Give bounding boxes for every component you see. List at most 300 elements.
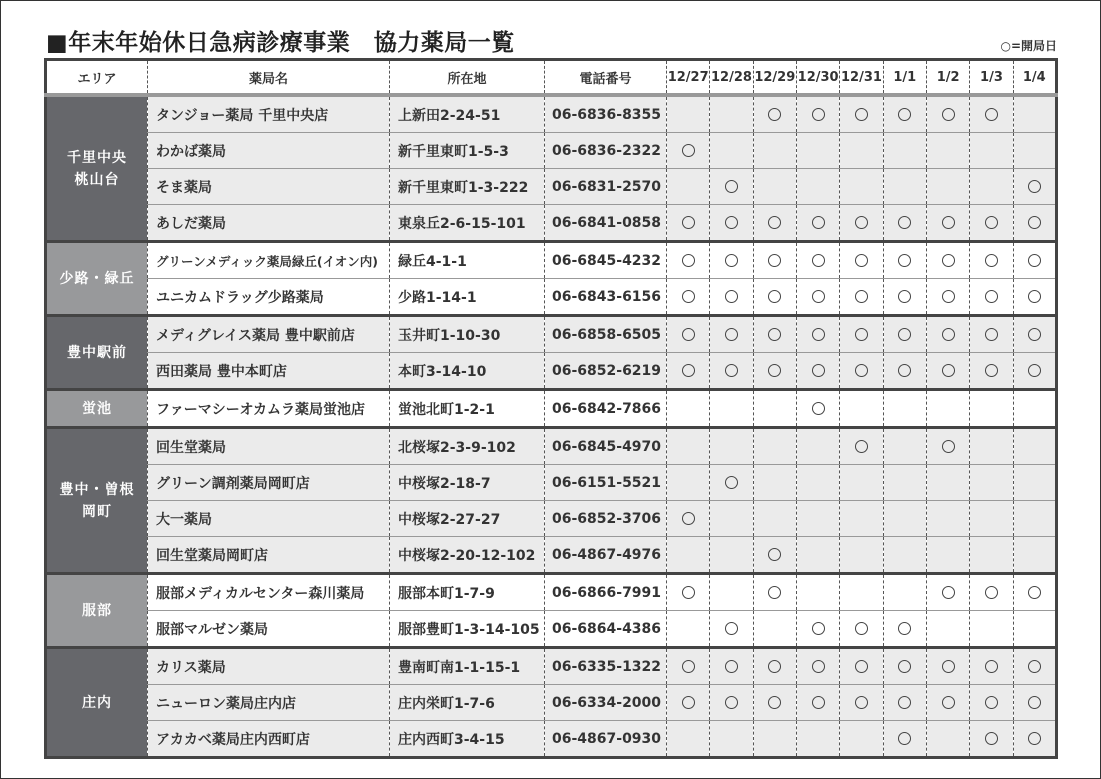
open-day-cell [667,205,710,242]
pharmacy-address: 東泉丘2-6-15-101 [390,205,545,242]
table-row [46,537,1057,574]
pharmacy-phone: 06-6858-6505 [545,316,667,353]
open-circle-icon [985,254,998,267]
open-day-cell [970,721,1013,758]
pharmacy-phone: 06-4867-0930 [545,721,667,758]
open-circle-icon [1028,696,1041,709]
pharmacy-phone: 06-6836-2322 [545,133,667,169]
open-day-cell [1013,721,1056,758]
open-circle-icon [812,328,825,341]
open-circle-icon [725,660,738,673]
open-day-cell [710,95,753,133]
open-day-cell [840,465,883,501]
open-day-cell [926,465,969,501]
open-day-cell [667,95,710,133]
open-day-cell [840,685,883,721]
header-phone: 電話番号 [545,60,667,96]
table-row [46,685,1057,721]
open-day-cell [883,205,926,242]
open-day-cell [883,390,926,428]
table-row [46,205,1057,242]
open-circle-icon [768,696,781,709]
open-day-cell [970,501,1013,537]
open-day-cell [970,428,1013,465]
open-circle-icon [898,364,911,377]
pharmacy-phone: 06-6831-2570 [545,169,667,205]
open-circle-icon [682,144,695,157]
open-circle-icon [682,696,695,709]
open-circle-icon [725,622,738,635]
open-circle-icon [725,254,738,267]
open-day-cell [753,501,796,537]
pharmacy-phone: 06-6852-3706 [545,501,667,537]
open-day-cell [970,353,1013,390]
pharmacy-name: ファーマシーオカムラ薬局蛍池店 [148,390,390,428]
open-day-cell [710,242,753,279]
pharmacy-address: 北桜塚2-3-9-102 [390,428,545,465]
open-circle-icon [682,216,695,229]
open-day-cell [1013,537,1056,574]
page-title: ■年末年始休日急病診療事業 協力薬局一覧 [46,30,515,56]
legend-open-day: ○=開局日 [1000,39,1057,53]
open-day-cell [753,353,796,390]
open-day-cell [1013,465,1056,501]
open-day-cell [796,95,839,133]
open-day-cell [753,428,796,465]
open-circle-icon [682,254,695,267]
pharmacy-address: 服部本町1-7-9 [390,574,545,611]
open-day-cell [926,537,969,574]
open-day-cell [753,242,796,279]
header-date: 1/1 [883,60,926,96]
pharmacy-phone: 06-6841-0858 [545,205,667,242]
open-day-cell [926,279,969,316]
header-date: 12/30 [796,60,839,96]
open-day-cell [883,685,926,721]
header-address: 所在地 [390,60,545,96]
open-day-cell [796,279,839,316]
open-day-cell [883,501,926,537]
open-day-cell [796,685,839,721]
open-day-cell [840,721,883,758]
pharmacy-phone: 06-6842-7866 [545,390,667,428]
open-day-cell [710,133,753,169]
open-day-cell [926,574,969,611]
open-day-cell [710,648,753,685]
open-day-cell [840,353,883,390]
table-row [46,574,1057,611]
open-day-cell [667,316,710,353]
open-day-cell [970,316,1013,353]
open-day-cell [840,648,883,685]
open-circle-icon [985,108,998,121]
open-day-cell [796,169,839,205]
open-day-cell [753,279,796,316]
open-day-cell [667,390,710,428]
open-day-cell [970,648,1013,685]
open-day-cell [970,133,1013,169]
open-circle-icon [682,512,695,525]
open-day-cell [667,501,710,537]
area-cell: 少路・緑丘 [46,242,148,316]
open-day-cell [970,611,1013,648]
pharmacy-name: わかば薬局 [148,133,390,169]
open-day-cell [796,428,839,465]
open-day-cell [1013,353,1056,390]
open-day-cell [667,721,710,758]
header-row [46,60,1057,96]
open-day-cell [667,242,710,279]
open-day-cell [883,537,926,574]
open-day-cell [1013,205,1056,242]
pharmacy-address: 中桜塚2-27-27 [390,501,545,537]
open-circle-icon [682,586,695,599]
open-day-cell [753,390,796,428]
pharmacy-address: 新千里東町1-3-222 [390,169,545,205]
table-body [46,95,1057,758]
open-circle-icon [942,440,955,453]
pharmacy-address: 中桜塚2-18-7 [390,465,545,501]
open-day-cell [970,574,1013,611]
open-circle-icon [942,586,955,599]
open-circle-icon [768,216,781,229]
open-day-cell [926,428,969,465]
open-day-cell [667,428,710,465]
open-day-cell [1013,501,1056,537]
open-day-cell [667,537,710,574]
pharmacy-address: 新千里東町1-5-3 [390,133,545,169]
open-day-cell [926,133,969,169]
open-day-cell [753,95,796,133]
open-day-cell [796,133,839,169]
open-circle-icon [725,328,738,341]
open-circle-icon [855,216,868,229]
open-circle-icon [855,660,868,673]
pharmacy-phone: 06-6866-7991 [545,574,667,611]
pharmacy-phone: 06-6836-8355 [545,95,667,133]
open-day-cell [710,611,753,648]
open-circle-icon [985,696,998,709]
open-day-cell [840,390,883,428]
open-day-cell [883,465,926,501]
table-row [46,611,1057,648]
open-day-cell [883,721,926,758]
open-circle-icon [812,108,825,121]
pharmacy-address: 玉井町1-10-30 [390,316,545,353]
area-cell: 千里中央 桃山台 [46,95,148,242]
open-day-cell [753,465,796,501]
open-day-cell [970,537,1013,574]
pharmacy-name: アカカベ薬局庄内西町店 [148,721,390,758]
pharmacy-address: 庄内栄町1-7-6 [390,685,545,721]
pharmacy-name: メディグレイス薬局 豊中駅前店 [148,316,390,353]
open-day-cell [883,648,926,685]
open-circle-icon [768,254,781,267]
open-day-cell [840,316,883,353]
open-day-cell [796,465,839,501]
open-day-cell [840,205,883,242]
pharmacy-address: 緑丘4-1-1 [390,242,545,279]
open-circle-icon [898,290,911,303]
pharmacy-name: タンジョー薬局 千里中央店 [148,95,390,133]
open-day-cell [796,648,839,685]
open-circle-icon [985,364,998,377]
open-circle-icon [942,216,955,229]
open-day-cell [753,574,796,611]
open-day-cell [753,205,796,242]
open-day-cell [710,169,753,205]
pharmacy-name: ニューロン薬局庄内店 [148,685,390,721]
open-day-cell [926,648,969,685]
open-day-cell [710,537,753,574]
open-circle-icon [725,364,738,377]
open-day-cell [926,721,969,758]
table-row [46,428,1057,465]
open-day-cell [1013,685,1056,721]
table-row [46,390,1057,428]
open-circle-icon [1028,364,1041,377]
open-circle-icon [985,328,998,341]
pharmacy-phone: 06-6864-4386 [545,611,667,648]
open-day-cell [926,205,969,242]
open-day-cell [753,611,796,648]
open-day-cell [840,428,883,465]
header-date: 1/3 [970,60,1013,96]
open-day-cell [970,95,1013,133]
open-circle-icon [725,476,738,489]
open-circle-icon [682,290,695,303]
open-day-cell [796,205,839,242]
open-day-cell [883,279,926,316]
open-circle-icon [812,622,825,635]
open-day-cell [970,169,1013,205]
pharmacy-address: 庄内西町3-4-15 [390,721,545,758]
open-day-cell [753,648,796,685]
open-day-cell [883,428,926,465]
header-date: 12/29 [753,60,796,96]
open-circle-icon [768,548,781,561]
open-circle-icon [985,290,998,303]
open-circle-icon [1028,216,1041,229]
open-day-cell [796,537,839,574]
open-circle-icon [898,732,911,745]
table-row [46,316,1057,353]
open-day-cell [1013,133,1056,169]
open-circle-icon [855,622,868,635]
open-circle-icon [985,586,998,599]
open-day-cell [1013,574,1056,611]
open-day-cell [710,685,753,721]
pharmacy-table [44,58,1058,759]
open-day-cell [796,501,839,537]
open-circle-icon [1028,254,1041,267]
open-day-cell [796,353,839,390]
table-row [46,648,1057,685]
open-day-cell [1013,242,1056,279]
pharmacy-phone: 06-6843-6156 [545,279,667,316]
header-area: エリア [46,60,148,96]
pharmacy-phone: 06-6334-2000 [545,685,667,721]
open-day-cell [710,501,753,537]
open-day-cell [667,279,710,316]
table-row [46,279,1057,316]
open-day-cell [1013,648,1056,685]
open-day-cell [970,205,1013,242]
open-circle-icon [855,108,868,121]
open-day-cell [926,242,969,279]
open-circle-icon [855,290,868,303]
open-day-cell [926,95,969,133]
table-row [46,353,1057,390]
open-day-cell [926,390,969,428]
open-day-cell [883,242,926,279]
open-day-cell [883,611,926,648]
pharmacy-address: 中桜塚2-20-12-102 [390,537,545,574]
open-day-cell [753,316,796,353]
pharmacy-name: 回生堂薬局岡町店 [148,537,390,574]
open-day-cell [667,465,710,501]
open-day-cell [1013,95,1056,133]
open-day-cell [1013,611,1056,648]
open-circle-icon [768,586,781,599]
pharmacy-phone: 06-6845-4232 [545,242,667,279]
open-circle-icon [725,696,738,709]
open-day-cell [970,242,1013,279]
open-day-cell [840,279,883,316]
open-day-cell [926,353,969,390]
open-circle-icon [768,108,781,121]
open-circle-icon [985,660,998,673]
open-circle-icon [942,108,955,121]
open-circle-icon [942,328,955,341]
pharmacy-name: あしだ薬局 [148,205,390,242]
open-circle-icon [1028,290,1041,303]
open-circle-icon [855,440,868,453]
open-circle-icon [812,254,825,267]
pharmacy-phone: 06-4867-4976 [545,537,667,574]
open-day-cell [840,95,883,133]
pharmacy-phone: 06-6151-5521 [545,465,667,501]
open-day-cell [883,133,926,169]
pharmacy-address: 蛍池北町1-2-1 [390,390,545,428]
open-day-cell [970,390,1013,428]
open-circle-icon [812,696,825,709]
table-row [46,501,1057,537]
open-day-cell [667,685,710,721]
open-day-cell [840,242,883,279]
open-day-cell [926,685,969,721]
pharmacy-phone: 06-6852-6219 [545,353,667,390]
pharmacy-name: そま薬局 [148,169,390,205]
pharmacy-name: 服部マルゼン薬局 [148,611,390,648]
open-circle-icon [812,660,825,673]
pharmacy-phone: 06-6845-4970 [545,428,667,465]
open-day-cell [796,721,839,758]
open-circle-icon [812,216,825,229]
header-name: 薬局名 [148,60,390,96]
open-day-cell [753,133,796,169]
open-day-cell [710,465,753,501]
open-day-cell [1013,169,1056,205]
open-day-cell [926,316,969,353]
open-day-cell [667,133,710,169]
area-cell: 服部 [46,574,148,648]
open-day-cell [840,501,883,537]
pharmacy-address: 少路1-14-1 [390,279,545,316]
open-day-cell [753,169,796,205]
table-row [46,95,1057,133]
open-day-cell [840,169,883,205]
open-day-cell [796,390,839,428]
open-circle-icon [855,696,868,709]
open-day-cell [840,133,883,169]
open-circle-icon [1028,660,1041,673]
open-circle-icon [898,254,911,267]
open-day-cell [710,316,753,353]
header-date: 12/31 [840,60,883,96]
open-circle-icon [1028,732,1041,745]
pharmacy-name: 大一薬局 [148,501,390,537]
open-day-cell [796,242,839,279]
open-circle-icon [942,254,955,267]
open-circle-icon [985,732,998,745]
open-day-cell [710,279,753,316]
open-day-cell [883,316,926,353]
open-circle-icon [985,216,998,229]
pharmacy-address: 豊南町南1-1-15-1 [390,648,545,685]
open-circle-icon [682,364,695,377]
open-circle-icon [768,660,781,673]
open-circle-icon [855,254,868,267]
open-day-cell [970,279,1013,316]
area-cell: 蛍池 [46,390,148,428]
open-circle-icon [942,696,955,709]
open-day-cell [1013,428,1056,465]
table-row [46,133,1057,169]
header-date: 12/28 [710,60,753,96]
area-cell: 豊中駅前 [46,316,148,390]
open-circle-icon [725,216,738,229]
open-circle-icon [942,290,955,303]
open-day-cell [710,353,753,390]
open-day-cell [926,501,969,537]
open-day-cell [1013,390,1056,428]
pharmacy-address: 上新田2-24-51 [390,95,545,133]
open-day-cell [796,316,839,353]
open-day-cell [710,205,753,242]
open-day-cell [883,169,926,205]
open-day-cell [840,574,883,611]
pharmacy-name: カリス薬局 [148,648,390,685]
open-circle-icon [768,364,781,377]
area-cell: 豊中・曽根 岡町 [46,428,148,574]
open-day-cell [710,390,753,428]
open-day-cell [796,611,839,648]
open-day-cell [970,685,1013,721]
open-circle-icon [1028,586,1041,599]
pharmacy-name: グリーンメディック薬局緑丘(イオン内) [148,242,390,279]
open-circle-icon [682,660,695,673]
pharmacy-name: グリーン調剤薬局岡町店 [148,465,390,501]
open-day-cell [1013,279,1056,316]
pharmacy-address: 服部豊町1-3-14-105 [390,611,545,648]
pharmacy-name: ユニカムドラッグ少路薬局 [148,279,390,316]
open-day-cell [1013,316,1056,353]
open-day-cell [710,428,753,465]
area-cell: 庄内 [46,648,148,758]
open-circle-icon [812,402,825,415]
open-day-cell [883,574,926,611]
